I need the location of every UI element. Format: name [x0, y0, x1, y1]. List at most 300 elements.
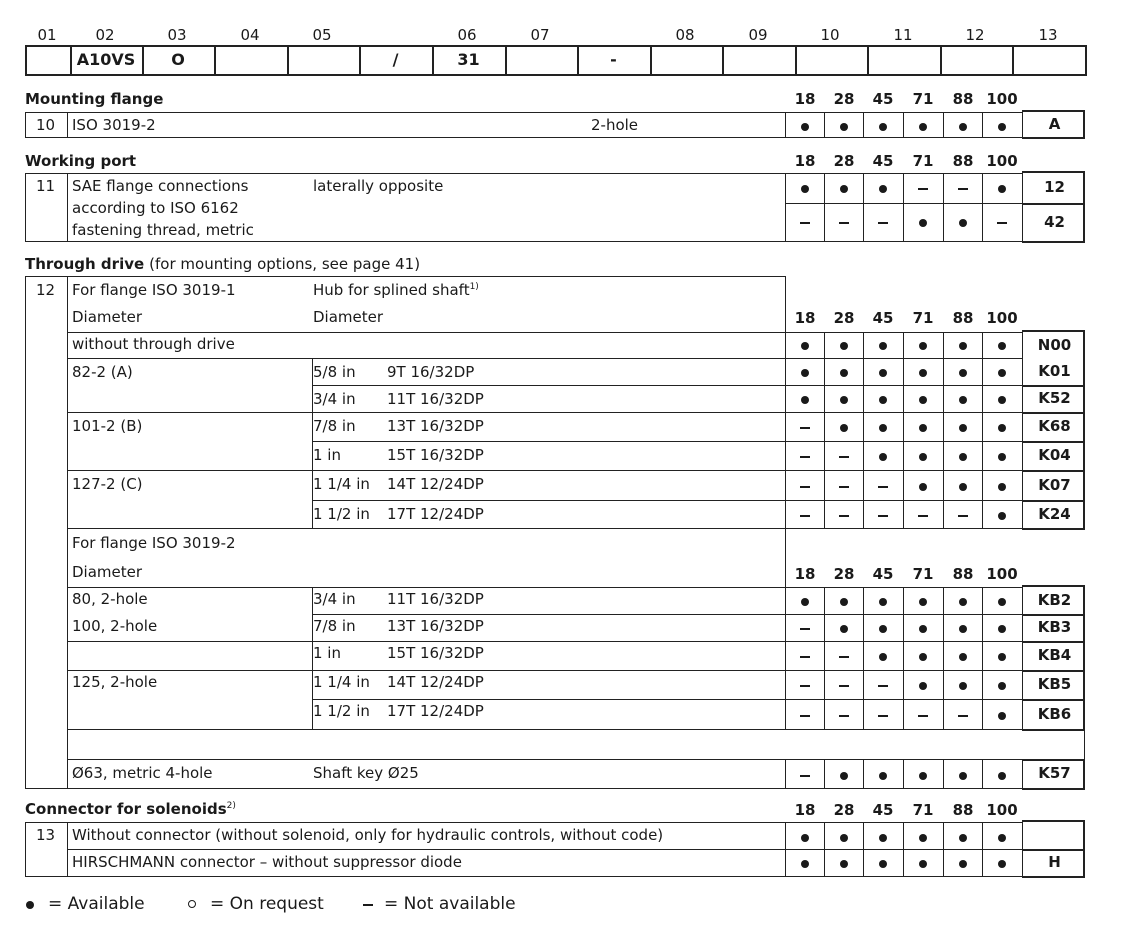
available-dot-icon	[840, 772, 848, 780]
shaft-diameter: 3/4 in	[313, 390, 356, 408]
size-header: 45	[872, 152, 894, 170]
spline-spec: 11T 16/32DP	[387, 590, 484, 608]
symbol-dash	[863, 677, 902, 695]
symbol-dot	[903, 677, 942, 695]
symbol-dot	[824, 419, 863, 437]
symbol-dot	[785, 179, 824, 197]
footnote-marker: 1)	[469, 282, 479, 292]
size-header: 18	[794, 152, 816, 170]
available-dot-icon	[959, 369, 967, 377]
rule	[1022, 788, 1085, 790]
not-available-dash-icon	[839, 685, 849, 687]
available-dot-icon	[998, 625, 1006, 633]
rule	[312, 641, 1022, 642]
symbol-dot	[982, 477, 1021, 495]
rule	[785, 203, 1022, 204]
symbol-dash	[863, 477, 902, 495]
size-header: 88	[952, 90, 974, 108]
not-available-dash-icon	[878, 486, 888, 488]
symbol-dot	[982, 336, 1021, 354]
available-dot-icon	[998, 342, 1006, 350]
spline-spec: 17T 12/24DP	[387, 505, 484, 523]
size-header: 28	[833, 565, 855, 583]
not-available-dash-icon	[363, 904, 373, 906]
rule	[67, 670, 312, 671]
flange-size: 82-2 (A)	[72, 363, 133, 381]
symbol-dot	[824, 766, 863, 784]
available-dot-icon	[919, 453, 927, 461]
symbol-dot	[824, 620, 863, 638]
symbol-dot	[982, 448, 1021, 466]
symbol-dot	[863, 117, 902, 135]
flange-size: 80, 2-hole	[72, 590, 148, 608]
available-dot-icon	[919, 682, 927, 690]
code-position-value: 31	[457, 50, 480, 69]
available-dot-icon	[959, 598, 967, 606]
code-position-value: O	[171, 50, 185, 69]
available-dot-icon	[801, 834, 809, 842]
code-KB4: KB4	[1022, 641, 1086, 670]
symbol-dot	[785, 391, 824, 409]
available-dot-icon	[959, 625, 967, 633]
symbol-dot	[943, 828, 982, 846]
not-available-dash-icon	[918, 515, 928, 517]
available-dot-icon	[959, 453, 967, 461]
available-dot-icon	[879, 860, 887, 868]
symbol-dot	[785, 336, 824, 354]
available-dot-icon	[879, 185, 887, 193]
diameter-label: Diameter	[72, 563, 143, 581]
not-available-dash-icon	[839, 456, 849, 458]
available-dot-icon	[801, 342, 809, 350]
rule	[25, 276, 785, 277]
code-K68: K68	[1022, 412, 1086, 441]
size-header: 18	[794, 565, 816, 583]
legend-available: = Available	[48, 894, 145, 914]
available-dot-icon	[879, 424, 887, 432]
not-available-dash-icon	[800, 715, 810, 717]
code-KB6: KB6	[1022, 699, 1086, 729]
legend-not-available: = Not available	[384, 894, 516, 914]
symbol-dash	[785, 477, 824, 495]
available-dot-icon	[879, 369, 887, 377]
code-row-divider	[940, 45, 942, 76]
symbol-dot	[903, 213, 942, 231]
available-dot-icon	[959, 342, 967, 350]
symbol-dash	[785, 648, 824, 666]
available-dot-icon	[919, 424, 927, 432]
code-KB2: KB2	[1022, 587, 1086, 614]
available-dot-icon	[998, 712, 1006, 720]
symbol-dot	[824, 364, 863, 382]
code-K52: K52	[1022, 385, 1086, 412]
available-dot-icon	[26, 901, 34, 909]
symbol-dash	[824, 706, 863, 724]
rule	[25, 137, 1022, 138]
position-number: 09	[748, 26, 768, 44]
symbol-dot	[863, 593, 902, 611]
symbol-dot	[903, 477, 942, 495]
symbol-dot	[785, 593, 824, 611]
flange-standard: ISO 3019-2	[72, 116, 156, 134]
flange-size: 125, 2-hole	[72, 673, 158, 691]
available-dot-icon	[919, 625, 927, 633]
symbol-dot	[943, 336, 982, 354]
available-dot-icon	[998, 369, 1006, 377]
section-heading: Working port	[25, 152, 137, 170]
symbol-dot	[903, 364, 942, 382]
available-dot-icon	[840, 342, 848, 350]
code-position-value: -	[610, 50, 617, 69]
symbol-dot	[863, 336, 902, 354]
rule	[312, 358, 313, 528]
code-K01: K01	[1022, 358, 1086, 385]
available-dot-icon	[879, 772, 887, 780]
position-number: 07	[530, 26, 550, 44]
available-dot-icon	[879, 653, 887, 661]
size-header: 88	[952, 801, 974, 819]
available-dot-icon	[959, 123, 967, 131]
spline-spec: 14T 12/24DP	[387, 475, 484, 493]
size-header: 28	[833, 309, 855, 327]
size-header: 88	[952, 565, 974, 583]
diameter-label: Diameter	[313, 308, 384, 326]
available-dot-icon	[840, 834, 848, 842]
available-dot-icon	[998, 453, 1006, 461]
code-N00: N00	[1022, 332, 1086, 358]
flange-size: Ø63, metric 4-hole	[72, 764, 213, 782]
legend-on-request: = On request	[210, 894, 324, 914]
rule	[67, 822, 68, 877]
available-dot-icon	[998, 185, 1006, 193]
code-42: 42	[1022, 203, 1086, 241]
symbol-dot	[785, 364, 824, 382]
port-description: fastening thread, metric	[72, 221, 254, 239]
not-available-dash-icon	[878, 685, 888, 687]
available-dot-icon	[998, 512, 1006, 520]
available-dot-icon	[919, 860, 927, 868]
available-dot-icon	[998, 123, 1006, 131]
spline-spec: 13T 16/32DP	[387, 417, 484, 435]
available-dot-icon	[919, 396, 927, 404]
not-available-dash-icon	[800, 685, 810, 687]
symbol-dot	[785, 854, 824, 872]
size-header: 100	[986, 309, 1018, 327]
symbol-dot	[982, 506, 1021, 524]
code-row-divider	[867, 45, 869, 76]
symbol-dot	[982, 677, 1021, 695]
available-dot-icon	[879, 834, 887, 842]
available-dot-icon	[959, 424, 967, 432]
symbol-dash	[824, 648, 863, 666]
not-available-dash-icon	[800, 515, 810, 517]
shaft-diameter: 1 in	[313, 644, 341, 662]
shaft-diameter: 7/8 in	[313, 617, 356, 635]
available-dot-icon	[919, 598, 927, 606]
code-row-top	[25, 45, 1085, 47]
code-row-divider	[1085, 45, 1087, 76]
available-dot-icon	[840, 369, 848, 377]
symbol-dash	[982, 213, 1021, 231]
available-dot-icon	[959, 653, 967, 661]
size-header: 88	[952, 152, 974, 170]
available-dot-icon	[879, 396, 887, 404]
available-dot-icon	[840, 185, 848, 193]
not-available-dash-icon	[918, 188, 928, 190]
symbol-dash	[903, 706, 942, 724]
code-H: H	[1022, 849, 1086, 876]
symbol-dash	[903, 506, 942, 524]
available-dot-icon	[959, 860, 967, 868]
symbol-dot	[943, 677, 982, 695]
code-position-value: A10VS	[76, 50, 136, 69]
symbol-dot	[982, 706, 1021, 724]
symbol-dot	[785, 117, 824, 135]
available-dot-icon	[998, 483, 1006, 491]
flange-size: 101-2 (B)	[72, 417, 143, 435]
available-dot-icon	[998, 653, 1006, 661]
code-A: A	[1022, 110, 1086, 138]
symbol-dot	[903, 336, 942, 354]
port-option: laterally opposite	[313, 177, 444, 195]
not-available-dash-icon	[878, 515, 888, 517]
available-dot-icon	[959, 483, 967, 491]
code-empty	[1022, 820, 1086, 849]
symbol-dot	[982, 828, 1021, 846]
size-header: 71	[912, 152, 934, 170]
spline-spec: 11T 16/32DP	[387, 390, 484, 408]
symbol-dot	[863, 391, 902, 409]
rule	[67, 276, 68, 789]
rule	[25, 822, 26, 877]
available-dot-icon	[919, 369, 927, 377]
rule	[1022, 876, 1085, 878]
rule	[25, 276, 26, 789]
symbol-dot	[903, 854, 942, 872]
symbol-dash	[785, 677, 824, 695]
size-header: 45	[872, 801, 894, 819]
rule	[67, 173, 68, 242]
symbol-dot	[943, 419, 982, 437]
not-available-dash-icon	[958, 715, 968, 717]
not-available-dash-icon	[839, 515, 849, 517]
available-dot-icon	[879, 123, 887, 131]
symbol-dot	[982, 391, 1021, 409]
diameter-label: Diameter	[72, 308, 143, 326]
rule	[25, 788, 1022, 789]
symbol-dash	[785, 620, 824, 638]
rule	[67, 587, 1022, 588]
rule	[67, 641, 312, 642]
position-number: 10	[820, 26, 840, 44]
size-header: 71	[912, 801, 934, 819]
symbol-dash	[824, 448, 863, 466]
symbol-dash	[943, 179, 982, 197]
symbol-dot	[863, 828, 902, 846]
without-through-drive: without through drive	[72, 335, 235, 353]
code-K57: K57	[1022, 759, 1086, 788]
rule	[1084, 729, 1085, 760]
symbol-dot	[785, 828, 824, 846]
not-available-dash-icon	[878, 222, 888, 224]
shaft-key: Shaft key Ø25	[313, 764, 419, 782]
symbol-dot	[903, 648, 942, 666]
size-header: 100	[986, 801, 1018, 819]
size-header: 18	[794, 801, 816, 819]
symbol-dash	[943, 706, 982, 724]
symbol-dash	[785, 448, 824, 466]
spline-spec: 9T 16/32DP	[387, 363, 475, 381]
symbol-dot	[943, 620, 982, 638]
size-header: 71	[912, 309, 934, 327]
rule	[1022, 241, 1085, 243]
spline-spec: 13T 16/32DP	[387, 617, 484, 635]
code-KB3: KB3	[1022, 614, 1086, 641]
rule	[67, 112, 68, 138]
position-label: 12	[36, 281, 56, 299]
symbol-dot	[943, 448, 982, 466]
section-heading	[25, 800, 236, 818]
connector-option: HIRSCHMANN connector – without suppressor diode	[72, 853, 462, 871]
flange-size: 127-2 (C)	[72, 475, 143, 493]
not-available-dash-icon	[800, 486, 810, 488]
section-heading	[25, 255, 420, 273]
available-dot-icon	[801, 185, 809, 193]
flange-group-title: For flange ISO 3019-2	[72, 534, 236, 552]
shaft-diameter: 5/8 in	[313, 363, 356, 381]
symbol-dot	[863, 648, 902, 666]
code-row-divider	[650, 45, 652, 76]
symbol-dash	[824, 506, 863, 524]
symbol-dot	[903, 419, 942, 437]
size-header: 45	[872, 565, 894, 583]
symbol-dot	[982, 854, 1021, 872]
not-available-dash-icon	[800, 775, 810, 777]
symbol-dot	[863, 419, 902, 437]
rule	[312, 412, 1022, 413]
symbol-dot	[903, 448, 942, 466]
rule	[312, 670, 1022, 671]
available-dot-icon	[919, 834, 927, 842]
available-dot-icon	[919, 219, 927, 227]
position-number: 11	[893, 26, 913, 44]
on-request-ring-icon	[188, 900, 196, 908]
available-dot-icon	[998, 860, 1006, 868]
symbol-dot	[982, 179, 1021, 197]
rule	[312, 699, 1022, 700]
footnote-marker: 2)	[226, 801, 236, 811]
symbol-dash	[785, 506, 824, 524]
shaft-diameter: 1 1/2 in	[313, 702, 370, 720]
position-number: 06	[457, 26, 477, 44]
not-available-dash-icon	[800, 628, 810, 630]
code-row-divider	[287, 45, 289, 76]
available-dot-icon	[801, 123, 809, 131]
available-dot-icon	[959, 219, 967, 227]
symbol-dash	[785, 213, 824, 231]
size-header: 100	[986, 565, 1018, 583]
code-K24: K24	[1022, 500, 1086, 528]
symbol-dot	[982, 620, 1021, 638]
shaft-diameter: 1 in	[313, 446, 341, 464]
symbol-dot	[863, 854, 902, 872]
code-position-value: /	[392, 50, 399, 69]
spline-spec: 14T 12/24DP	[387, 673, 484, 691]
not-available-dash-icon	[918, 715, 928, 717]
symbol-dash	[824, 213, 863, 231]
position-number: 02	[95, 26, 115, 44]
rule	[25, 173, 26, 242]
not-available-dash-icon	[839, 656, 849, 658]
rule	[67, 470, 312, 471]
size-header: 18	[794, 309, 816, 327]
position-number: 05	[312, 26, 332, 44]
available-dot-icon	[998, 834, 1006, 842]
section-heading: Mounting flange	[25, 90, 164, 108]
position-number: 04	[240, 26, 260, 44]
port-description: according to ISO 6162	[72, 199, 239, 217]
spline-spec: 17T 12/24DP	[387, 702, 484, 720]
not-available-dash-icon	[800, 222, 810, 224]
rule	[25, 822, 1022, 823]
not-available-dash-icon	[839, 222, 849, 224]
rule	[312, 385, 1022, 386]
size-header: 71	[912, 90, 934, 108]
available-dot-icon	[840, 424, 848, 432]
symbol-dash	[824, 677, 863, 695]
position-number: 13	[1038, 26, 1058, 44]
symbol-dot	[824, 336, 863, 354]
symbol-dot	[943, 213, 982, 231]
not-available-dash-icon	[800, 456, 810, 458]
through-drive-note: (for mounting options, see page 41)	[149, 255, 421, 273]
available-dot-icon	[801, 860, 809, 868]
not-available-dash-icon	[839, 486, 849, 488]
symbol-dot	[903, 391, 942, 409]
position-number: 08	[675, 26, 695, 44]
rule	[312, 587, 313, 729]
available-dot-icon	[998, 598, 1006, 606]
rule	[67, 332, 1022, 333]
symbol-dot	[982, 593, 1021, 611]
code-K07: K07	[1022, 470, 1086, 500]
symbol-dot	[824, 179, 863, 197]
through-drive-title: Through drive	[25, 255, 145, 273]
position-label: 13	[36, 826, 56, 844]
symbol-dot	[903, 117, 942, 135]
available-dot-icon	[840, 598, 848, 606]
position-number: 12	[965, 26, 985, 44]
symbol-dash	[863, 213, 902, 231]
code-row-divider	[214, 45, 216, 76]
available-dot-icon	[801, 369, 809, 377]
symbol-dot	[863, 364, 902, 382]
available-dot-icon	[840, 396, 848, 404]
rule	[312, 614, 1022, 615]
available-dot-icon	[959, 682, 967, 690]
position-number: 01	[37, 26, 57, 44]
symbol-dash	[824, 477, 863, 495]
symbol-dot	[824, 117, 863, 135]
symbol-dot	[824, 593, 863, 611]
symbol-dot	[982, 648, 1021, 666]
position-label: 10	[36, 116, 56, 134]
spline-spec: 15T 16/32DP	[387, 644, 484, 662]
symbol-dot	[824, 828, 863, 846]
not-available-dash-icon	[958, 515, 968, 517]
port-description: SAE flange connections	[72, 177, 249, 195]
rule	[25, 173, 1022, 174]
